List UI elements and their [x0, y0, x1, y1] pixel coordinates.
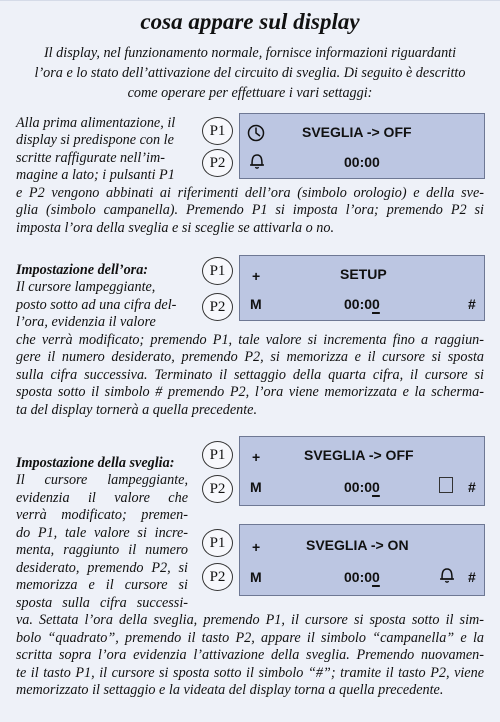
sec3-line: te il tasto P1, il cursore si sposta sotto il simbolo “#”; tramite il tasto P2, viene	[16, 665, 484, 681]
clock-icon	[247, 124, 265, 147]
sec2-line: sposta sotto il simbolo # premendo P2, l’ora viene memorizzata e la scherma-	[16, 384, 484, 400]
lcd-hash: #	[468, 479, 476, 495]
intro-line: Il display, nel funzionamento normale, fornisce informazioni riguardanti	[43, 45, 457, 61]
intro-line: come operare per effettuare i vari settaggi:	[127, 85, 373, 101]
lcd-display-3	[239, 436, 485, 506]
sec3-heading: Impostazione della sveglia:	[16, 455, 175, 471]
sec2-line: sulla cifra successiva. Terminato il settaggio della quarta cifra, il cursore si	[16, 367, 484, 383]
sec2-line: Il cursore lampeggiante,	[16, 279, 156, 295]
sec3-line: evidenzia il valore che	[16, 490, 188, 506]
lcd-display-4	[239, 524, 485, 596]
sec2-line: ta del display tornerà a quella precedente.	[16, 402, 257, 418]
sec3-line: va. Settata l’ora della sveglia, premendo P1, il cursore si sposta sotto il sim-	[16, 612, 484, 628]
sec3-line: memorizzato il settaggio e la videata del display torna a quella precedente.	[16, 682, 444, 698]
lcd-top-text: SVEGLIA -> OFF	[302, 124, 412, 140]
sec1-line: scritte raffigurate nell’im-	[16, 150, 165, 166]
sec3-line: menta, raggiunto il numero	[16, 542, 188, 558]
cursor-digit: 0	[372, 479, 380, 495]
sec2-line: che verrà modificato; premendo P1, tale valore si incrementa fino a raggiun-	[16, 332, 484, 348]
lcd-plus: +	[252, 449, 261, 465]
sec3-line: desiderato, premendo P2, si	[16, 560, 188, 576]
sec3-line: scritta sopra l’ora evidenzia l’attivazione della sveglia. Premendo nuovamen-	[16, 647, 484, 663]
p2-button: P2	[202, 563, 233, 591]
p1-button: P1	[202, 529, 233, 557]
lcd-time: 00:00	[344, 479, 380, 495]
page-title: cosa appare sul display	[140, 9, 360, 34]
sec1-line: magine a lato; i pulsanti P1	[16, 167, 175, 183]
p1-button: P1	[202, 257, 233, 285]
sec1-line: Alla prima alimentazione, il	[16, 115, 176, 131]
lcd-time: 00:00	[344, 296, 380, 312]
sec3-line: memorizza e il cursore si	[16, 577, 188, 593]
sec2-line: posto sotto ad una cifra del-	[16, 297, 177, 313]
sec2-heading: Impostazione dell’ora:	[16, 262, 149, 278]
lcd-plus: +	[252, 539, 261, 555]
sec1-line: glia (simbolo campanella). Premendo P1 si imposta l’ora; premendo P2 si	[16, 202, 484, 218]
lcd-top-text: SETUP	[340, 266, 387, 282]
sec3-line: do P1, tale valore si incre-	[16, 525, 188, 541]
lcd-top-text: SVEGLIA -> ON	[306, 537, 409, 553]
p1-button: P1	[202, 117, 233, 145]
lcd-top-text: SVEGLIA -> OFF	[304, 447, 414, 463]
sec3-line: sposta sulla cifra successi-	[16, 595, 188, 611]
sec1-line: display si predispone con le	[16, 132, 174, 148]
sec1-line: imposta l’ora della sveglia e si sceglie se attivarla o no.	[16, 220, 334, 236]
sec2-line: l’ora, evidenzia il valore	[16, 314, 156, 330]
intro-line: l’ora e lo stato dell’attivazione del circuito di sveglia. Di seguito è descritto	[34, 65, 466, 81]
lcd-time: 00:00	[344, 569, 380, 585]
p2-button: P2	[202, 293, 233, 321]
square-icon	[439, 477, 453, 493]
bell-icon	[438, 566, 456, 589]
lcd-hash: #	[468, 296, 476, 312]
lcd-time: 00:00	[344, 154, 380, 170]
lcd-m: M	[250, 296, 262, 312]
sec2-line: gere il numero desiderato, premendo P2, si memorizza e il cursore si sposta	[16, 349, 484, 365]
p2-button: P2	[202, 475, 233, 503]
cursor-digit: 0	[372, 296, 380, 312]
cursor-digit: 0	[372, 569, 380, 585]
sec3-line: bolo “quadrato”, premendo il tasto P2, appare il simbolo “campanella” e la	[16, 630, 484, 646]
lcd-plus: +	[252, 268, 261, 284]
sec1-line: e P2 vengono abbinati ai riferimenti dell’ora (simbolo orologio) e della sve-	[16, 185, 484, 201]
lcd-m: M	[250, 479, 262, 495]
lcd-display-2	[239, 255, 485, 321]
lcd-display-1	[239, 113, 485, 179]
lcd-m: M	[250, 569, 262, 585]
bell-icon	[248, 152, 266, 175]
p1-button: P1	[202, 441, 233, 469]
sec3-line: verrà modificato; premen-	[16, 507, 188, 523]
sec3-line: Il cursore lampeggiante,	[16, 472, 188, 488]
p2-button: P2	[202, 149, 233, 177]
lcd-hash: #	[468, 569, 476, 585]
